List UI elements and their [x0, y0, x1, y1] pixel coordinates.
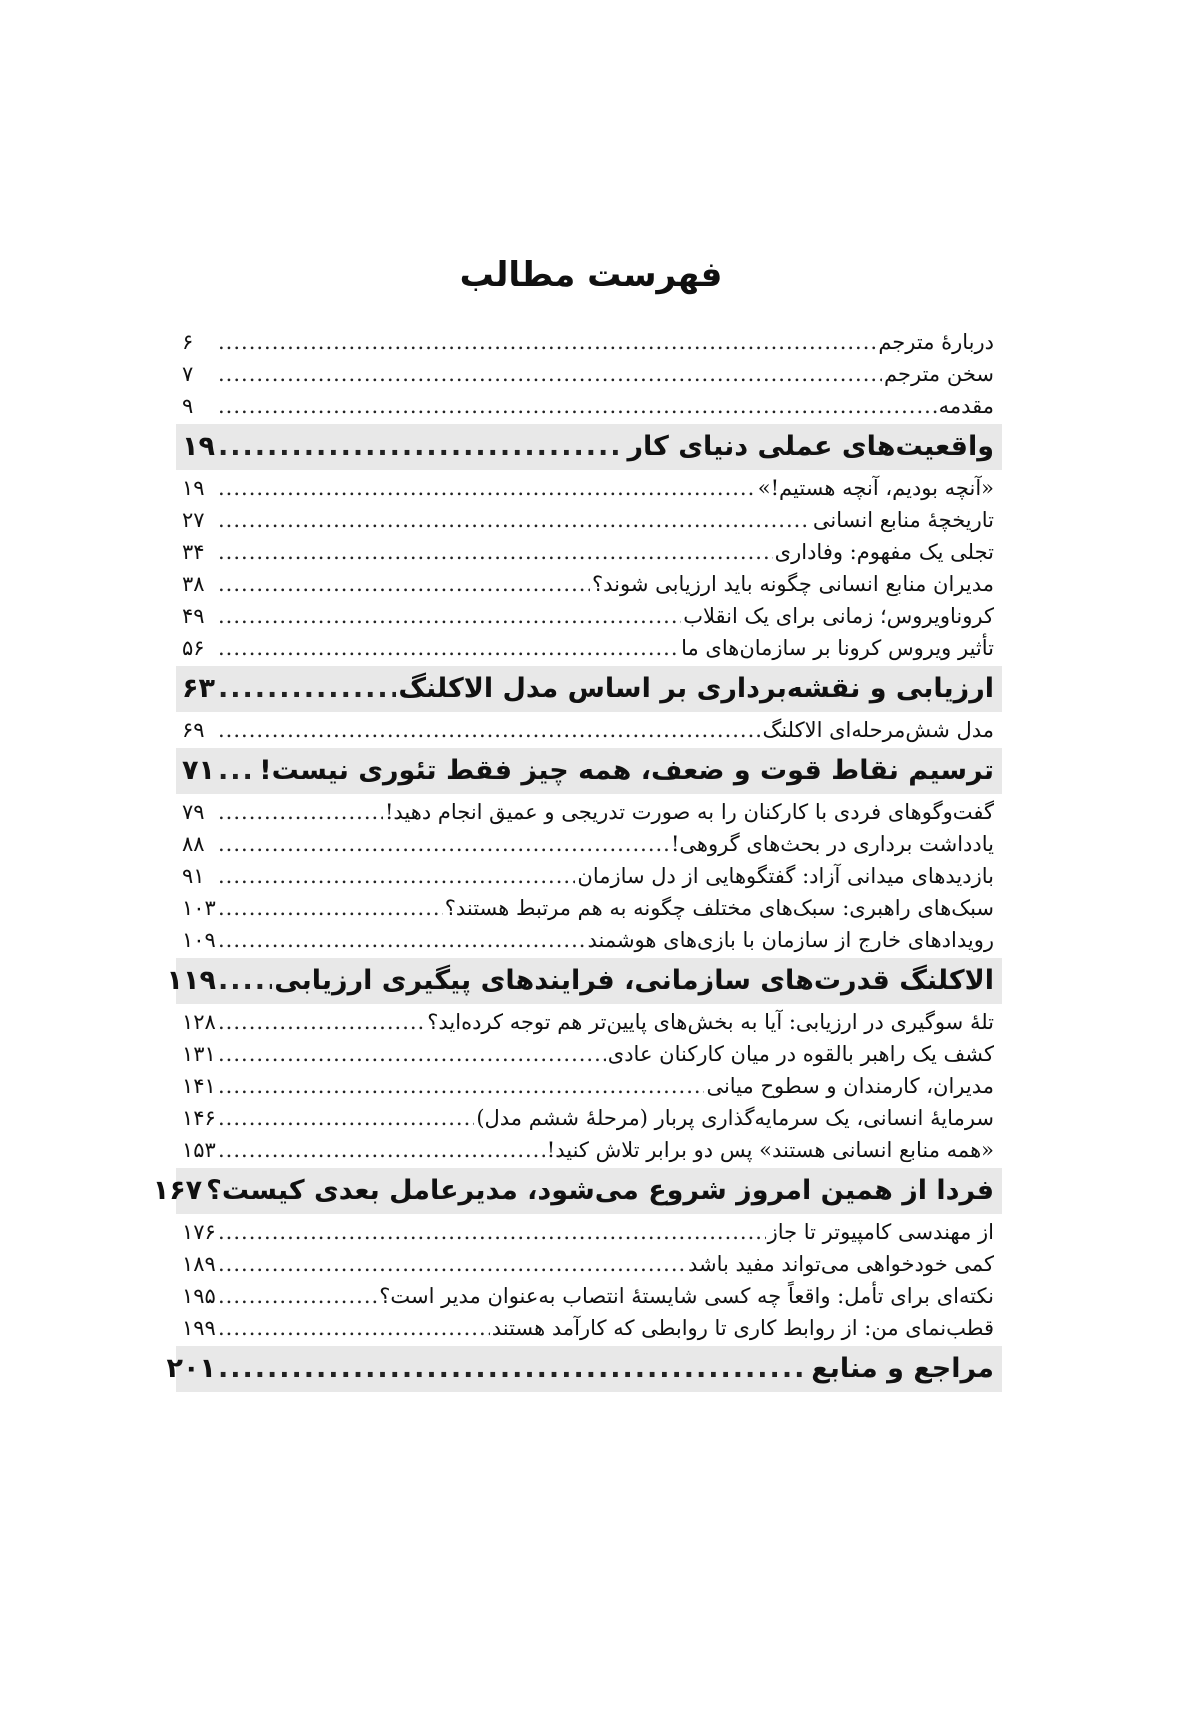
toc-section-row	[176, 358, 1002, 390]
toc-section-row	[176, 714, 1002, 746]
toc-page-number: ۹۱	[182, 864, 205, 888]
toc-entry-title: «همه منابع انسانی هستند» پس دو برابر تلاش کنید!	[546, 1138, 994, 1162]
toc-section-row	[176, 536, 1002, 568]
toc-entry-title: کروناویروس؛ زمانی برای یک انقلاب	[683, 604, 994, 628]
toc-page-number: ۲۷	[182, 508, 205, 532]
dot-leader	[218, 600, 681, 632]
toc-section-row	[176, 1312, 1002, 1344]
toc-entry-title: ارزیابی و نقشه‌برداری بر اساس مدل الاکلنگ	[398, 673, 994, 704]
toc-entry-title: سخن مترجم	[884, 362, 994, 386]
toc-page-number: ۱۹۹	[182, 1316, 216, 1340]
toc-chapter-row	[166, 958, 1002, 1004]
toc-page-number: ۳۴	[182, 540, 205, 564]
dot-leader	[218, 1102, 474, 1134]
toc-page-number: ۷۹	[182, 800, 205, 824]
toc-chapter-row	[166, 1346, 1002, 1392]
toc-section-row	[176, 924, 1002, 956]
dot-leader	[218, 828, 669, 860]
toc-section-row	[176, 472, 1002, 504]
toc-section-row	[176, 568, 1002, 600]
toc-entry-title: تجلی یک مفهوم: وفاداری	[774, 540, 994, 564]
toc-page-number: ۱۳۱	[182, 1042, 216, 1066]
toc-section-row	[176, 1006, 1002, 1038]
dot-leader	[218, 1346, 809, 1392]
toc-page-number: ۱۹۵	[182, 1284, 216, 1308]
dot-leader	[218, 504, 811, 536]
toc-page-number: ۷	[182, 362, 194, 386]
toc-section-row	[176, 326, 1002, 358]
toc-entry-title: یادداشت برداری در بحث‌های گروهی!	[670, 832, 994, 856]
toc-entry-title: از مهندسی کامپیوتر تا جاز	[767, 1220, 994, 1244]
toc-entry-title: تاریخچهٔ منابع انسانی	[812, 508, 994, 532]
toc-section-row	[176, 632, 1002, 664]
toc-entry-title: تأثیر ویروس کرونا بر سازمان‌های ما	[681, 636, 994, 660]
toc-page-number: ۶۳	[182, 673, 215, 704]
toc-page-number: ۱۲۸	[182, 1010, 216, 1034]
toc-entry-title: مدیران منابع انسانی چگونه باید ارزیابی شوند؟	[592, 572, 994, 596]
toc-section-row	[176, 1102, 1002, 1134]
toc-entry-title: گفت‌وگوهای فردی با کارکنان را به صورت تدریجی و عمیق انجام دهید!	[384, 800, 994, 824]
toc-entry-title: مراجع و منابع	[811, 1353, 994, 1384]
toc-entry-title: مقدمه	[938, 394, 994, 418]
toc-entry-title: فردا از همین امروز شروع می‌شود، مدیرعامل بعدی کیست؟	[206, 1175, 994, 1206]
toc-chapter-row	[176, 666, 1002, 712]
toc-chapter-row	[152, 1168, 1002, 1214]
toc-page-number: ۷۱	[182, 755, 215, 786]
toc-section-row	[176, 1280, 1002, 1312]
dot-leader	[218, 748, 257, 794]
table-of-contents	[152, 326, 1002, 1394]
toc-section-row	[176, 504, 1002, 536]
toc-page-number: ۱۰۳	[182, 896, 216, 920]
toc-entry-title: سبک‌های راهبری: سبک‌های مختلف چگونه به هم مرتبط هستند؟	[444, 896, 994, 920]
toc-section-row	[176, 1070, 1002, 1102]
toc-page-number: ۱۵۳	[182, 1138, 216, 1162]
dot-leader	[218, 390, 937, 422]
toc-page-number: ۱۹	[182, 476, 205, 500]
dot-leader	[218, 958, 272, 1004]
toc-page-number: ۱۶۷	[152, 1175, 203, 1206]
dot-leader	[218, 568, 590, 600]
toc-page-number: ۵۶	[182, 636, 205, 660]
toc-entry-title: نکته‌ای برای تأمل: واقعاً چه کسی شایستهٔ انتصاب به‌عنوان مدیر است؟	[379, 1284, 994, 1308]
toc-section-row	[176, 1038, 1002, 1070]
toc-section-row	[176, 892, 1002, 924]
dot-leader	[218, 1216, 766, 1248]
toc-section-row	[176, 828, 1002, 860]
dot-leader	[218, 796, 383, 828]
toc-entry-title: مدیران، کارمندان و سطوح میانی	[706, 1074, 994, 1098]
dot-leader	[218, 1006, 425, 1038]
page-title: فهرست مطالب	[459, 255, 723, 295]
toc-page-number: ۴۹	[182, 604, 205, 628]
toc-page-number: ۶	[182, 330, 194, 354]
dot-leader	[218, 326, 876, 358]
toc-entry-title: قطب‌نمای من: از روابط کاری تا روابطی که کارآمد هستند	[491, 1316, 994, 1340]
dot-leader	[218, 666, 396, 712]
toc-section-row	[176, 860, 1002, 892]
toc-entry-title: الاکلنگ قدرت‌های سازمانی، فرایندهای پیگیری ارزیابی	[274, 965, 994, 996]
dot-leader	[218, 1312, 490, 1344]
toc-page-number: ۱۷۶	[182, 1220, 216, 1244]
dot-leader	[218, 1038, 606, 1070]
dot-leader	[218, 536, 773, 568]
dot-leader	[218, 1070, 704, 1102]
dot-leader	[218, 714, 761, 746]
toc-entry-title: بازدیدهای میدانی آزاد: گفتگوهایی از دل سازمان	[577, 864, 994, 888]
toc-chapter-row	[176, 424, 1002, 470]
toc-section-row	[176, 1134, 1002, 1166]
toc-section-row	[176, 600, 1002, 632]
toc-page-number: ۱۸۹	[182, 1252, 216, 1276]
toc-entry-title: کمی خودخواهی می‌تواند مفید باشد	[687, 1252, 994, 1276]
toc-entry-title: تلهٔ سوگیری در ارزیابی: آیا به بخش‌های پایین‌تر هم توجه کرده‌اید؟	[427, 1010, 994, 1034]
toc-section-row	[176, 1248, 1002, 1280]
dot-leader	[218, 860, 575, 892]
dot-leader	[218, 924, 585, 956]
dot-leader	[218, 358, 882, 390]
toc-entry-title: دربارهٔ مترجم	[878, 330, 994, 354]
toc-section-row	[176, 796, 1002, 828]
toc-page-number: ۱۰۹	[182, 928, 216, 952]
toc-page-number: ۹	[182, 394, 194, 418]
toc-entry-title: مدل شش‌مرحله‌ای الاکلنگ	[762, 718, 994, 742]
toc-entry-title: کشف یک راهبر بالقوه در میان کارکنان عادی	[607, 1042, 994, 1066]
toc-section-row	[176, 1216, 1002, 1248]
toc-entry-title: ترسیم نقاط قوت و ضعف، همه چیز فقط تئوری نیست!	[259, 755, 994, 786]
toc-page-number: ۱۴۱	[182, 1074, 216, 1098]
toc-entry-title: رویدادهای خارج از سازمان با بازی‌های هوشمند	[587, 928, 994, 952]
dot-leader	[218, 892, 443, 924]
toc-page-number: ۱۴۶	[182, 1106, 216, 1130]
dot-leader	[218, 424, 625, 470]
toc-chapter-row	[176, 748, 1002, 794]
dot-leader	[218, 1248, 686, 1280]
toc-entry-title: واقعیت‌های عملی دنیای کار	[627, 431, 994, 462]
toc-entry-title: سرمایهٔ انسانی، یک سرمایه‌گذاری پربار (مرحلهٔ ششم مدل)	[476, 1106, 994, 1130]
dot-leader	[218, 472, 756, 504]
toc-page-number: ۱۱۹	[166, 965, 216, 996]
toc-page-number: ۸۸	[182, 832, 205, 856]
toc-page-number: ۲۰۱	[166, 1353, 216, 1384]
toc-entry-title: «آنچه بودیم، آنچه هستیم!»	[757, 476, 994, 500]
toc-page-number: ۶۹	[182, 718, 205, 742]
dot-leader	[218, 1280, 377, 1312]
toc-page-number: ۱۹	[182, 431, 215, 462]
toc-section-row	[176, 390, 1002, 422]
dot-leader	[218, 1134, 545, 1166]
dot-leader	[218, 632, 679, 664]
toc-page-number: ۳۸	[182, 572, 205, 596]
